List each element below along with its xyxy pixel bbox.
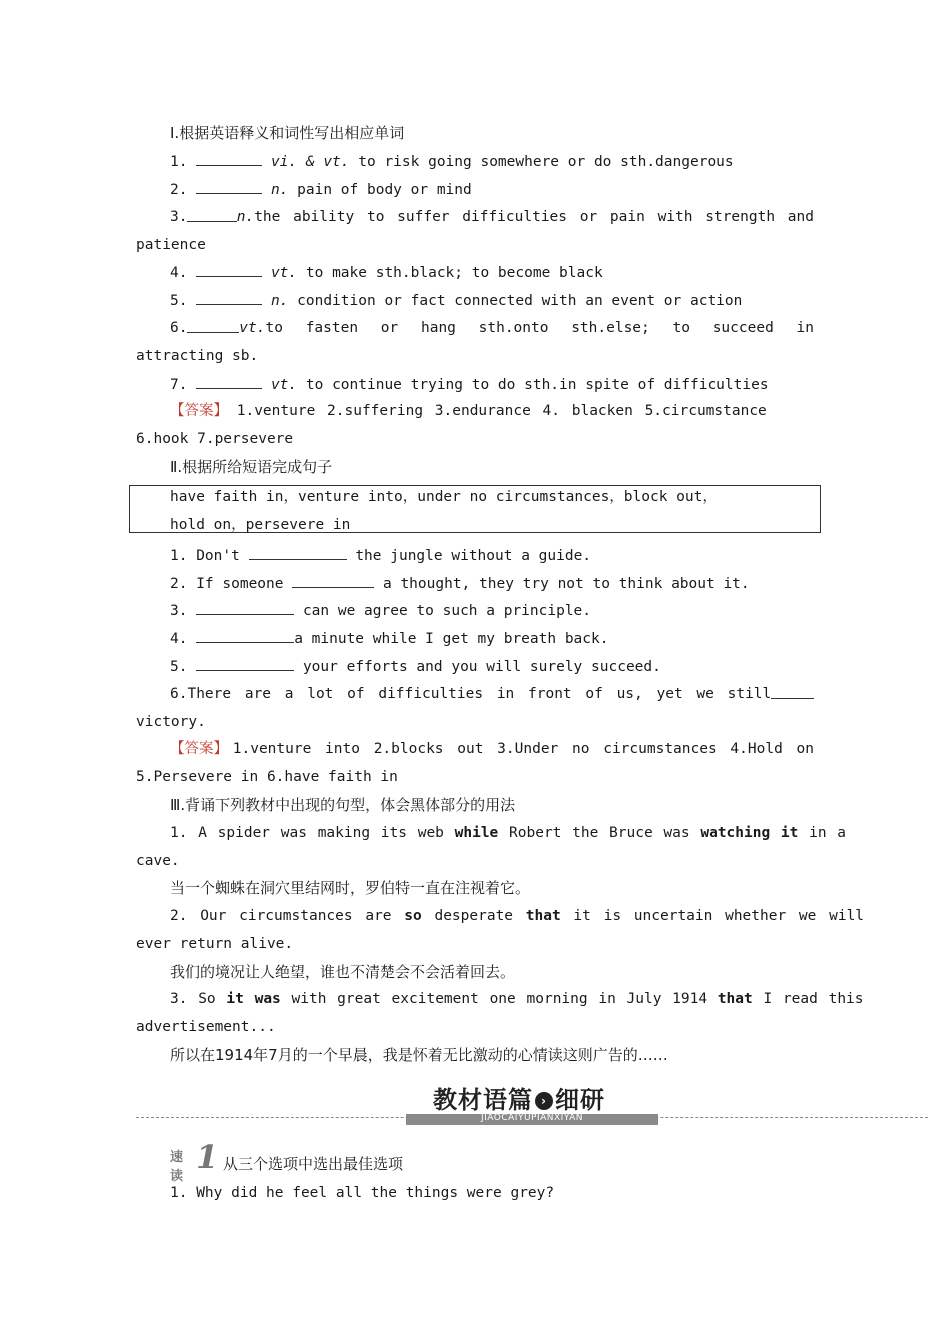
definition: pain of body or mind — [297, 182, 472, 198]
answer-blank[interactable] — [187, 207, 236, 222]
answer-blank[interactable] — [187, 318, 239, 333]
part1-item-1 — [170, 151, 734, 172]
part2-item-3: 3. can we agree to such a principle. — [170, 600, 591, 621]
answer-label: 【答案】 — [170, 403, 228, 419]
part1-item-6 — [170, 318, 814, 338]
item-number: 5. — [170, 293, 188, 309]
part3-sentence-2: 2. Our circumstances are so desperate that it is uncertain whether we will — [170, 908, 865, 924]
part1-item-7 — [170, 374, 769, 395]
definition: to risk going somewhere or do sth.dangerous — [358, 154, 734, 170]
phrase-box-line-2: hold on，persevere in — [170, 517, 351, 533]
answer-blank[interactable] — [196, 262, 262, 277]
part2-item-2: 2. If someone a thought, they try not to think about it. — [170, 573, 750, 594]
item-number: 2. — [170, 182, 188, 198]
definition: to fasten or hang sth.onto sth.else; to succeed in — [265, 320, 814, 336]
part-of-speech: n. — [236, 209, 255, 225]
answer-blank[interactable] — [249, 545, 347, 560]
definition: to continue trying to do sth.in spite of difficulties — [305, 377, 769, 393]
part3-sentence-2-translation: 我们的境况让人绝望，谁也不清楚会不会活着回去。 — [170, 963, 516, 981]
part-of-speech: n. — [270, 293, 289, 309]
part3-sentence-3-cont: advertisement... — [136, 1019, 276, 1035]
answer-label: 【答案】 — [170, 741, 228, 757]
chevron-right-icon: › — [535, 1092, 553, 1110]
item-number: 3. — [170, 209, 188, 225]
part2-item-5: 5. your efforts and you will surely succeed. — [170, 656, 661, 677]
part2-answer-cont: 5.Persevere in 6.have faith in — [136, 769, 398, 785]
answer-blank[interactable] — [196, 179, 262, 194]
answer-blank[interactable] — [196, 656, 294, 671]
answer-blank[interactable] — [196, 374, 262, 389]
answer-blank[interactable] — [196, 290, 262, 305]
part1-item-3 — [170, 207, 814, 227]
part2-item-4: 4. a minute while I get my breath back. — [170, 628, 608, 649]
part3-sentence-1-translation: 当一个蜘蛛在洞穴里结网时，罗伯特一直在注视着它。 — [170, 879, 531, 897]
answer-blank[interactable] — [196, 628, 294, 643]
reading-question-1: 1. Why did he feel all the things were grey? — [170, 1185, 555, 1201]
definition: to make sth.black; to become black — [305, 265, 603, 281]
part1-answer-cont: 6.hook 7.persevere — [136, 431, 294, 447]
part1-answer — [170, 401, 767, 421]
definition: condition or fact connected with an event or action — [297, 293, 743, 309]
speed-instruction: 从三个选项中选出最佳选项 — [223, 1155, 404, 1173]
section-banner — [406, 1080, 658, 1126]
item-number: 6. — [170, 320, 188, 336]
answer-blank[interactable] — [771, 684, 814, 699]
part3-sentence-1: 1. A spider was making its web while Robert the Bruce was watching it in a — [170, 825, 847, 841]
part1-item-4 — [170, 262, 603, 283]
part2-item-6-cont: victory. — [136, 714, 206, 730]
part3-sentence-1-cont: cave. — [136, 853, 180, 869]
definition: the ability to suffer difficulties or pain with strength and — [254, 209, 814, 225]
item-number: 4. — [170, 265, 188, 281]
part-of-speech: vt. — [270, 377, 298, 393]
part3-sentence-2-cont: ever return alive. — [136, 936, 294, 952]
part-of-speech: n. — [270, 182, 289, 198]
speed-number: 1 — [196, 1138, 219, 1176]
answer-blank[interactable] — [292, 573, 374, 588]
answer-blank[interactable] — [196, 600, 294, 615]
banner-title-left: 教材语篇 — [433, 1086, 533, 1114]
part2-item-1: 1. Don't the jungle without a guide. — [170, 545, 591, 566]
part1-item-5 — [170, 290, 742, 311]
part2-item-6: 6. There are a lot of difficulties in front of us, yet we still — [170, 684, 814, 704]
part1-item-2 — [170, 179, 472, 200]
part1-item-6-cont: attracting sb. — [136, 348, 259, 364]
part-of-speech: vt. — [239, 320, 266, 336]
part1-item-3-cont: patience — [136, 237, 206, 253]
answer-text: 1.venture into 2.blocks out 3.Under no circumstances 4.Hold on — [232, 741, 814, 757]
answer-blank[interactable] — [196, 151, 262, 166]
part3-heading: Ⅲ.背诵下列教材中出现的句型，体会黑体部分的用法 — [170, 796, 516, 814]
item-number: 1. — [170, 154, 188, 170]
banner-subtitle: JIAOCAIYUPIANXIYAN — [480, 1113, 584, 1123]
banner-title-right: 细研 — [555, 1086, 605, 1114]
part-of-speech: vi. & vt. — [270, 154, 350, 170]
item-number: 7. — [170, 377, 188, 393]
part3-sentence-3: 3. So it was with great excitement one morning in July 1914 that I read this — [170, 991, 864, 1007]
part1-heading: Ⅰ.根据英语释义和词性写出相应单词 — [170, 124, 405, 142]
part-of-speech: vt. — [270, 265, 298, 281]
part3-sentence-3-translation: 所以在1914年7月的一个早晨，我是怀着无比激动的心情读这则广告的…… — [170, 1046, 668, 1064]
part2-answer — [170, 739, 814, 759]
part2-heading: Ⅱ.根据所给短语完成句子 — [170, 458, 333, 476]
phrase-box-line-1: have faith in，venture into，under no circumstances，block out， — [170, 489, 717, 505]
speed-label: 速读 — [170, 1150, 184, 1184]
answer-text: 1.venture 2.suffering 3.endurance 4. blacken 5.circumstance — [236, 403, 767, 419]
